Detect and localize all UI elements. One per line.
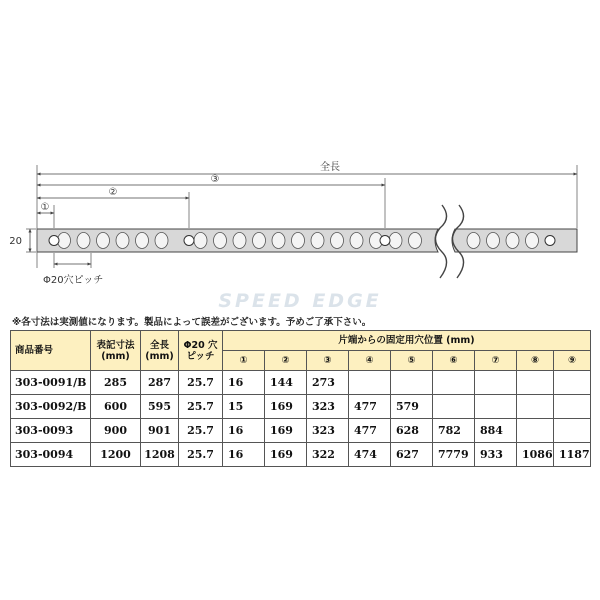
header-position-2: ② — [265, 351, 307, 371]
position-cell-1: 16 — [223, 443, 265, 467]
rail-slot — [389, 233, 402, 249]
position-cell-5: 627 — [391, 443, 433, 467]
nominal-cell: 1200 — [91, 443, 141, 467]
nominal-cell: 285 — [91, 371, 141, 395]
table-row — [11, 371, 591, 395]
position-cell-7 — [475, 395, 517, 419]
position-cell-6 — [433, 395, 475, 419]
position-cell-4: 477 — [349, 419, 391, 443]
header-position-3: ③ — [307, 351, 349, 371]
rail-slot — [214, 233, 227, 249]
rail-slot — [116, 233, 129, 249]
part-number-cell: 303-0093 — [11, 419, 91, 443]
position-cell-1: 15 — [223, 395, 265, 419]
rail-slot — [311, 233, 324, 249]
rail-slot — [506, 233, 519, 249]
rail-slot — [272, 233, 285, 249]
position-cell-2: 169 — [265, 443, 307, 467]
dim-1-label: ① — [40, 202, 50, 213]
position-cell-7: 884 — [475, 419, 517, 443]
rail-slot — [77, 233, 90, 249]
part-number-cell: 303-0091/B — [11, 371, 91, 395]
header-length: 全長 (mm) — [141, 331, 179, 371]
header-positions-title: 片端からの固定用穴位置 (mm) — [223, 331, 591, 351]
table-row — [11, 395, 591, 419]
dim-2-label: ② — [108, 187, 118, 198]
header-part-number: 商品番号 — [11, 331, 91, 371]
rail-slot — [526, 233, 539, 249]
position-cell-5 — [391, 371, 433, 395]
length-cell: 1208 — [141, 443, 179, 467]
position-cell-8: 1086 — [517, 443, 554, 467]
part-number-cell: 303-0094 — [11, 443, 91, 467]
length-cell: 901 — [141, 419, 179, 443]
position-cell-6: 7779 — [433, 443, 475, 467]
position-cell-3: 322 — [307, 443, 349, 467]
header-position-5: ⑤ — [391, 351, 433, 371]
rail-slot — [350, 233, 363, 249]
position-cell-9 — [554, 419, 591, 443]
position-cell-8 — [517, 371, 554, 395]
header-pitch: Φ20 穴 ピッチ — [179, 331, 223, 371]
mounting-hole — [545, 236, 555, 246]
position-cell-9 — [554, 395, 591, 419]
header-position-9: ⑨ — [554, 351, 591, 371]
position-cell-2: 169 — [265, 395, 307, 419]
position-cell-5: 628 — [391, 419, 433, 443]
rail-slot — [97, 233, 110, 249]
pitch-cell: 25.7 — [179, 419, 223, 443]
length-cell: 595 — [141, 395, 179, 419]
rail-slot — [233, 233, 246, 249]
mounting-hole — [49, 236, 59, 246]
dim-3-label: ③ — [210, 174, 220, 185]
position-cell-8 — [517, 419, 554, 443]
rail-slot — [467, 233, 480, 249]
header-position-6: ⑥ — [433, 351, 475, 371]
header-position-4: ④ — [349, 351, 391, 371]
position-cell-4: 477 — [349, 395, 391, 419]
position-cell-1: 16 — [223, 371, 265, 395]
position-cell-7: 933 — [475, 443, 517, 467]
mounting-hole — [184, 236, 194, 246]
table-row — [11, 419, 591, 443]
measurement-note: ※各寸法は実測値になります。製品によって誤差がございます。予めご了承下さい。 — [12, 317, 372, 328]
nominal-cell: 600 — [91, 395, 141, 419]
watermark: SPEED EDGE — [218, 290, 382, 312]
position-cell-6: 782 — [433, 419, 475, 443]
position-cell-1: 16 — [223, 419, 265, 443]
position-cell-6 — [433, 371, 475, 395]
rail-slot — [136, 233, 149, 249]
rail-slot — [292, 233, 305, 249]
rail-slot — [409, 233, 422, 249]
rail-slot — [194, 233, 207, 249]
position-cell-3: 273 — [307, 371, 349, 395]
position-cell-5: 579 — [391, 395, 433, 419]
position-cell-2: 144 — [265, 371, 307, 395]
height-label: 20 — [9, 236, 22, 247]
mounting-hole — [380, 236, 390, 246]
position-cell-2: 169 — [265, 419, 307, 443]
rail-slot — [253, 233, 266, 249]
position-cell-8 — [517, 395, 554, 419]
rail-slot — [331, 233, 344, 249]
header-position-7: ⑦ — [475, 351, 517, 371]
hole-pitch-label: Φ20穴ピッチ — [43, 275, 104, 286]
header-position-1: ① — [223, 351, 265, 371]
position-cell-3: 323 — [307, 395, 349, 419]
position-cell-4 — [349, 371, 391, 395]
position-cell-4: 474 — [349, 443, 391, 467]
pitch-cell: 25.7 — [179, 395, 223, 419]
position-cell-9: 1187 — [554, 443, 591, 467]
length-cell: 287 — [141, 371, 179, 395]
rail-slot — [487, 233, 500, 249]
extension-lines — [26, 165, 577, 268]
nominal-cell: 900 — [91, 419, 141, 443]
spec-table — [10, 330, 591, 467]
position-cell-9 — [554, 371, 591, 395]
overall-length-label: 全長 — [320, 162, 340, 173]
rail-slot — [155, 233, 168, 249]
table-row — [11, 443, 591, 467]
pitch-cell: 25.7 — [179, 371, 223, 395]
header-nominal: 表記寸法 (mm) — [91, 331, 141, 371]
part-number-cell: 303-0092/B — [11, 395, 91, 419]
pitch-cell: 25.7 — [179, 443, 223, 467]
header-position-8: ⑧ — [517, 351, 554, 371]
position-cell-7 — [475, 371, 517, 395]
position-cell-3: 323 — [307, 419, 349, 443]
